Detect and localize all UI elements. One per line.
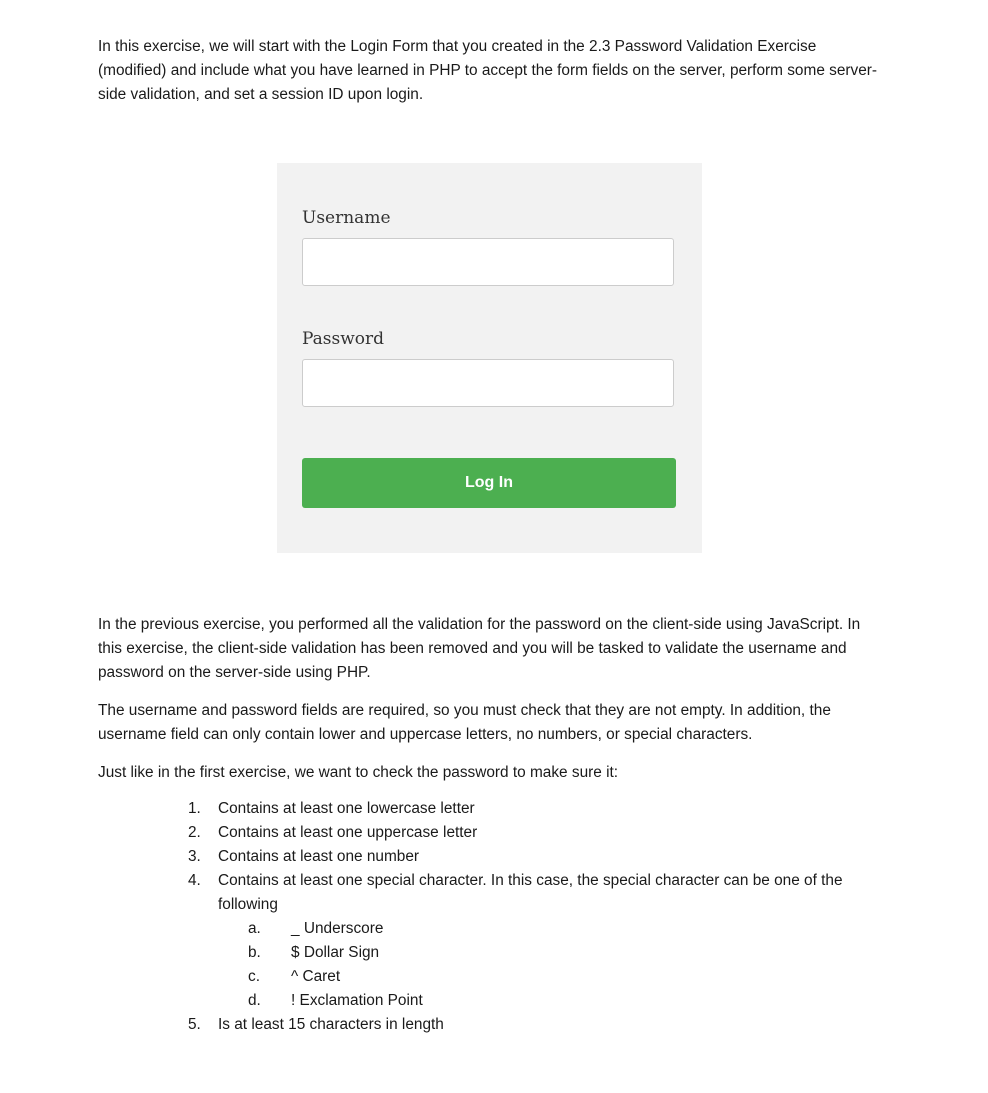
list-number: 3. <box>188 848 201 865</box>
sub-list-item-text: $ Dollar Sign <box>291 944 380 961</box>
list-item-text: Contains at least one number <box>218 848 420 865</box>
list-number: 4. <box>188 872 201 889</box>
sub-list-item <box>0 965 868 989</box>
list-item-text: Contains at least one special character. In this case, the special character can be one of the following <box>218 872 843 913</box>
sub-list-letter: d. <box>248 992 261 1009</box>
sub-list-letter: c. <box>248 968 260 985</box>
password-check-intro: Just like in the first exercise, we want to check the password to make sure it: <box>98 764 619 781</box>
special-characters-list <box>218 917 868 1013</box>
sub-list-letter: a. <box>248 920 261 937</box>
password-label: Password <box>302 329 385 349</box>
login-button[interactable]: Log In <box>302 458 676 508</box>
list-number: 5. <box>188 1016 201 1033</box>
sub-list-item-text: ^ Caret <box>291 968 341 985</box>
list-item <box>0 797 868 821</box>
list-item <box>0 869 868 1013</box>
list-item <box>0 821 868 845</box>
required-fields-paragraph: The username and password fields are required, so you must check that they are not empty. In addition, the username field can only contain lower and uppercase letters, no numbers, or special characters. <box>98 702 831 743</box>
list-item-text: Is at least 15 characters in length <box>218 1016 444 1033</box>
sub-list-letter: b. <box>248 944 261 961</box>
username-input[interactable] <box>302 238 674 286</box>
password-input[interactable] <box>302 359 674 407</box>
username-label: Username <box>302 208 391 228</box>
sub-list-item <box>0 989 868 1013</box>
list-item <box>0 1013 868 1037</box>
login-form <box>277 163 702 553</box>
list-item-text: Contains at least one lowercase letter <box>218 800 475 817</box>
list-item <box>0 845 868 869</box>
previous-exercise-paragraph: In the previous exercise, you performed all the validation for the password on the client-side using JavaScript. In this exercise, the client-side validation has been removed and you will be tasked to validate the username and password on the server-side using PHP. <box>98 616 861 681</box>
list-item-text: Contains at least one uppercase letter <box>218 824 478 841</box>
intro-paragraph: In this exercise, we will start with the Login Form that you created in the 2.3 Password Validation Exercise (modified) and include what you have learned in PHP to accept the form fields on the server, perform some server-side validation, and set a session ID upon login. <box>98 38 878 103</box>
list-number: 1. <box>188 800 201 817</box>
password-requirements-list <box>0 797 868 1037</box>
list-number: 2. <box>188 824 201 841</box>
sub-list-item-text: _ Underscore <box>291 920 384 937</box>
sub-list-item <box>0 917 868 941</box>
sub-list-item-text: ! Exclamation Point <box>291 992 423 1009</box>
sub-list-item <box>0 941 868 965</box>
